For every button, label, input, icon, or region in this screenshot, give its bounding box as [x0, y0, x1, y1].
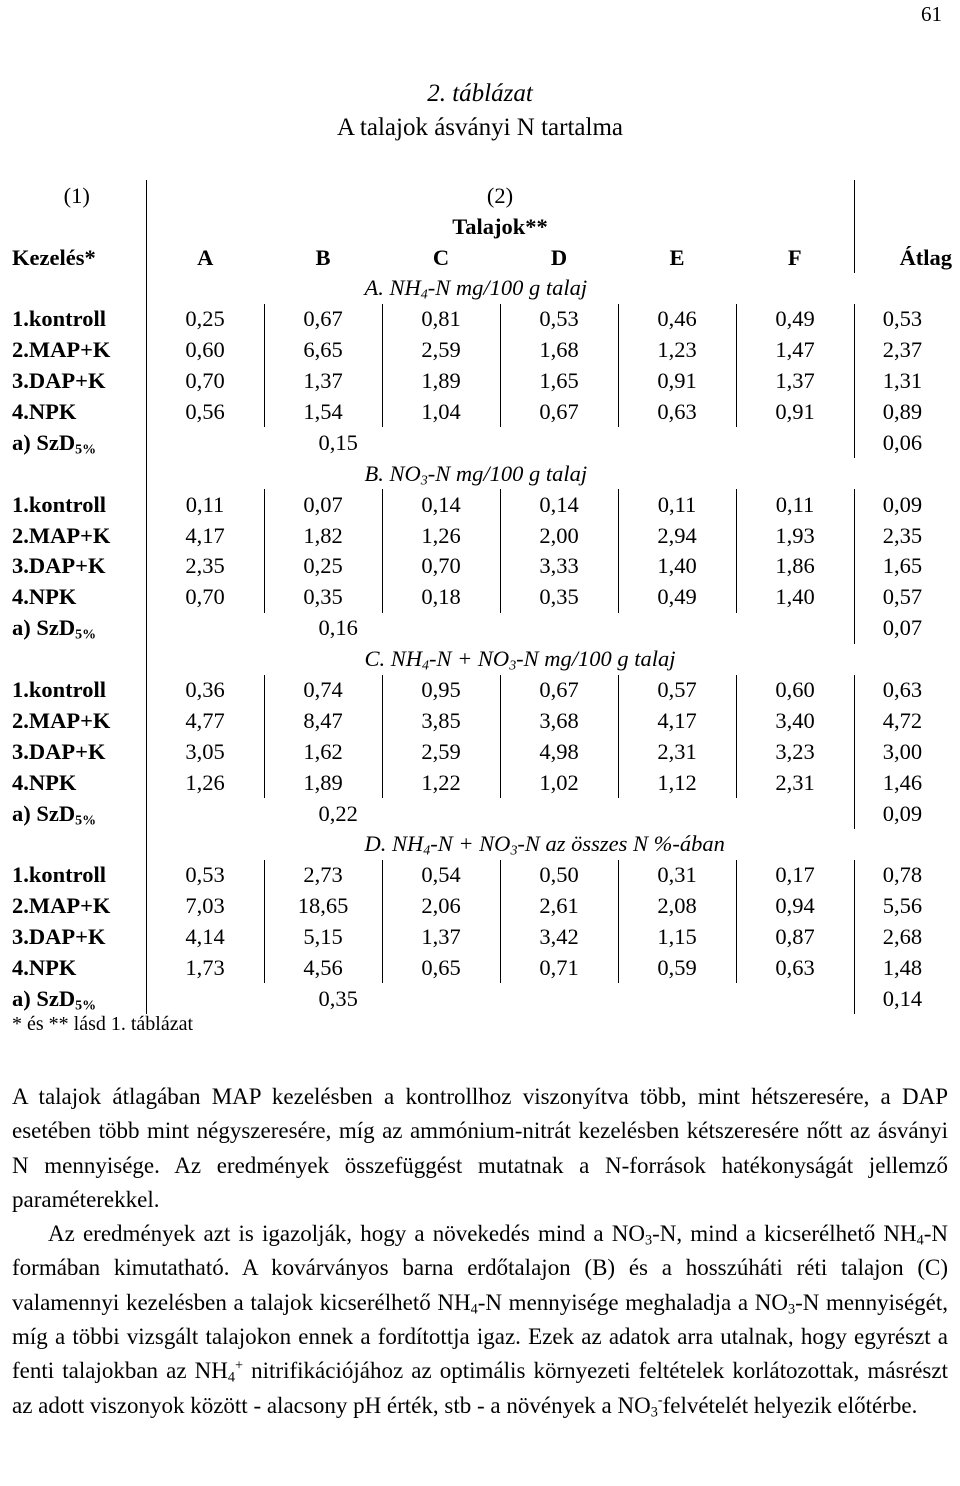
table-cell: 0,60 — [185, 337, 225, 363]
table-cell: 1,82 — [264, 520, 382, 551]
table-number: 2. táblázat — [427, 80, 533, 107]
table-cell: 1,22 — [382, 767, 500, 798]
szd-row — [8, 613, 954, 644]
table-cell: 4,56 — [264, 953, 382, 984]
table-cell: 2,31 — [736, 767, 854, 798]
row-label: 4.NPK — [8, 397, 146, 428]
row-label: 2.MAP+K — [8, 335, 146, 366]
average-cell: 5,56 — [882, 893, 923, 919]
table-cell: 1,37 — [736, 366, 854, 397]
table-cell: 2,08 — [618, 891, 736, 922]
table-row — [8, 335, 954, 366]
table-title: A talajok ásványi N tartalma — [336, 114, 624, 141]
table-row — [8, 953, 954, 984]
row-label: 1.kontroll — [8, 489, 146, 520]
table-cell: 0,07 — [264, 489, 382, 520]
row-label: 1.kontroll — [8, 675, 146, 706]
table-cell: 1,65 — [500, 366, 618, 397]
table-row — [8, 489, 954, 520]
table-cell: 3,33 — [500, 551, 618, 582]
table-cell: 0,49 — [736, 304, 854, 335]
average-cell: 1,46 — [882, 769, 923, 795]
table-cell: 3,68 — [500, 705, 618, 736]
table-cell: 0,36 — [185, 677, 225, 703]
table-cell: 0,11 — [618, 489, 736, 520]
soil-header: D — [550, 244, 568, 270]
szd-average: 0,09 — [882, 800, 923, 826]
soils-header: Talajok** — [146, 211, 854, 242]
table-cell: 1,37 — [382, 922, 500, 953]
section-title: A. $NH_4-N$ mg/100 g talaj — [364, 275, 588, 303]
table-cell: 0,70 — [382, 551, 500, 582]
szd-label: a) SzD$_{5\%}$ — [8, 613, 146, 644]
table-cell: 0,31 — [618, 860, 736, 891]
szd-row — [8, 427, 954, 458]
table-cell: 4,77 — [185, 707, 225, 733]
table-cell: 0,65 — [382, 953, 500, 984]
average-cell: 0,53 — [882, 306, 923, 332]
table-cell: 5,15 — [264, 922, 382, 953]
table-cell: 1,12 — [618, 767, 736, 798]
paragraph: A talajok átlagában MAP kezelésben a kontrollhoz viszonyítva több, mint hétszeresére, a DAP esetében több mint négyszeresére, míg az ammónium-nitrát kezelésben kétszeresére nőtt az ásványi N mennyisége. Az eredmények összefüggést mutatnak a N-források hatékonyságát jellemző paraméterekkel. — [12, 1084, 948, 1212]
table-cell: 1,89 — [264, 767, 382, 798]
table-cell: 1,26 — [382, 520, 500, 551]
row-label: 2.MAP+K — [8, 705, 146, 736]
table-cell: 0,50 — [500, 860, 618, 891]
table-cell: 0,14 — [382, 489, 500, 520]
table-cell: 1,54 — [264, 397, 382, 428]
szd-label: a) SzD$_{5\%}$ — [8, 983, 146, 1014]
table-cell: 1,26 — [185, 769, 225, 795]
table-cell: 0,67 — [500, 397, 618, 428]
table-cell: 2,31 — [618, 736, 736, 767]
table-cell: 0,67 — [500, 675, 618, 706]
table-cell: 0,74 — [264, 675, 382, 706]
szd-average: 0,14 — [882, 985, 923, 1011]
table-cell: 2,59 — [382, 736, 500, 767]
table-cell: 4,17 — [618, 705, 736, 736]
row-label: 2.MAP+K — [8, 891, 146, 922]
row-label: 4.NPK — [8, 953, 146, 984]
table-cell: 0,35 — [264, 582, 382, 613]
average-header: Átlag — [899, 244, 953, 270]
table-cell: 3,85 — [382, 705, 500, 736]
table-cell: 2,59 — [382, 335, 500, 366]
table-row — [8, 520, 954, 551]
average-cell: 0,57 — [882, 584, 923, 610]
row-label: 3.DAP+K — [8, 922, 146, 953]
table-cell: 0,56 — [185, 399, 225, 424]
table-cell: 1,23 — [618, 335, 736, 366]
table-cell: 0,63 — [736, 953, 854, 984]
table-cell: 0,71 — [500, 953, 618, 984]
szd-label: a) SzD$_{5\%}$ — [8, 798, 146, 829]
average-cell: 0,09 — [882, 491, 923, 517]
table-cell: 2,94 — [618, 520, 736, 551]
section-title: B. $NO_3-N$ mg/100 g talaj — [364, 460, 588, 489]
table-cell: 3,05 — [185, 738, 225, 764]
column-number-2: (2) — [146, 180, 854, 211]
soil-header: B — [315, 244, 331, 270]
table-cell: 1,37 — [264, 366, 382, 397]
row-label: 1.kontroll — [8, 860, 146, 891]
average-cell: 4,72 — [882, 707, 923, 733]
table-cell: 0,94 — [736, 891, 854, 922]
table-cell: 1,93 — [736, 520, 854, 551]
average-cell: 1,48 — [882, 955, 923, 981]
average-cell: 1,65 — [882, 553, 923, 579]
table-row — [8, 922, 954, 953]
table-cell: 3,40 — [736, 705, 854, 736]
table-cell: 4,14 — [185, 924, 225, 950]
table-cell: 3,23 — [736, 736, 854, 767]
table-cell: 0,67 — [264, 304, 382, 335]
paragraph: Az eredmények azt is igazolják, hogy a növekedés mind a $NO_3-N$, mind a kicserélhető $NH_4-N$ formában kimutatható. A kovárványos barna erdőtalajon (B) és a hosszúháti réti talajon (C) valamennyi kezelésben a talajok kicserélhető $NH_4-N$ mennyisége meghaladja a $NO_3-N$ mennyiségét, míg a többi vizsgált talajokon ennek a fordítottja igaz. Ezek az adatok arra utalnak, hogy egyrészt a fenti talajokban az $NH_4^+$ nitrifikációjához az optimális környezeti feltételek korlátozottak, másrészt az adott viszonyok között - alacsony pH érték, stb - a növények a $NO_3^-felvételét$ helyezik előtérbe. — [12, 1221, 949, 1421]
table-row — [8, 582, 954, 613]
table-cell: 0,46 — [618, 304, 736, 335]
table-cell: 0,14 — [500, 489, 618, 520]
table-row — [8, 860, 954, 891]
table-cell: 0,25 — [264, 551, 382, 582]
soil-header: F — [736, 242, 854, 273]
page-number: 61 — [921, 2, 942, 26]
row-label: 3.DAP+K — [8, 366, 146, 397]
table-cell: 0,25 — [185, 306, 225, 332]
soil-header: C — [432, 244, 450, 270]
table-cell: 0,91 — [736, 397, 854, 428]
mineral-n-table — [8, 180, 954, 1014]
table-cell: 0,63 — [618, 397, 736, 428]
table-row — [8, 705, 954, 736]
average-cell: 2,68 — [882, 924, 923, 950]
table-cell: 0,49 — [618, 582, 736, 613]
table-cell: 0,70 — [185, 584, 225, 610]
table-cell: 0,11 — [736, 489, 854, 520]
table-row — [8, 304, 954, 335]
table-cell: 8,47 — [264, 705, 382, 736]
table-cell: 0,70 — [185, 368, 225, 394]
table-cell: 0,57 — [618, 675, 736, 706]
table-cell: 2,61 — [500, 891, 618, 922]
average-cell: 2,35 — [882, 522, 923, 548]
table-cell: 1,04 — [382, 397, 500, 428]
row-label: 2.MAP+K — [8, 520, 146, 551]
szd-value: 0,15 — [146, 427, 854, 458]
table-cell: 0,11 — [185, 491, 225, 517]
table-cell: 0,81 — [382, 304, 500, 335]
table-cell: 2,00 — [500, 520, 618, 551]
table-cell: 0,53 — [185, 862, 225, 888]
row-label: 4.NPK — [8, 582, 146, 613]
section-title: C. $NH_4-N + NO_3-N$ mg/100 g talaj — [364, 646, 676, 674]
szd-value: 0,16 — [146, 613, 854, 644]
table-row — [8, 891, 954, 922]
table-footnote: * és ** lásd 1. táblázat — [12, 1013, 194, 1035]
table-cell: 0,17 — [736, 860, 854, 891]
row-label: 3.DAP+K — [8, 736, 146, 767]
table-cell: 0,18 — [382, 582, 500, 613]
table-row — [8, 675, 954, 706]
average-cell: 1,31 — [882, 368, 923, 394]
szd-label: a) SzD$_{5\%}$ — [8, 427, 146, 458]
column-number-1: (1) — [8, 180, 146, 211]
soil-header: A — [197, 244, 214, 270]
table-cell: 4,17 — [185, 522, 225, 548]
table-row — [8, 736, 954, 767]
table-cell: 18,65 — [264, 891, 382, 922]
table-cell: 0,35 — [500, 582, 618, 613]
table-cell: 1,62 — [264, 736, 382, 767]
table-cell: 1,02 — [500, 767, 618, 798]
table-cell: 0,59 — [618, 953, 736, 984]
table-row — [8, 767, 954, 798]
soil-header: E — [669, 244, 685, 270]
treatment-header: Kezelés* — [8, 242, 146, 273]
table-cell: 0,87 — [736, 922, 854, 953]
table-cell: 2,06 — [382, 891, 500, 922]
table-cell: 1,89 — [382, 366, 500, 397]
row-label: 4.NPK — [8, 767, 146, 798]
average-cell: 0,78 — [882, 862, 923, 888]
row-label: 3.DAP+K — [8, 551, 146, 582]
table-cell: 2,35 — [185, 553, 225, 579]
table-cell: 0,95 — [382, 675, 500, 706]
szd-value: 0,35 — [146, 983, 854, 1014]
table-row — [8, 397, 954, 428]
table-cell: 1,73 — [185, 955, 225, 981]
average-cell: 3,00 — [882, 738, 923, 764]
table-cell: 1,40 — [736, 582, 854, 613]
szd-row — [8, 798, 954, 829]
table-cell: 2,73 — [264, 860, 382, 891]
body-text — [12, 1080, 948, 1423]
table-cell: 0,54 — [382, 860, 500, 891]
table-row — [8, 551, 954, 582]
table-cell: 7,03 — [185, 893, 225, 919]
table-cell: 3,42 — [500, 922, 618, 953]
average-cell: 2,37 — [882, 337, 923, 363]
table-cell: 1,47 — [736, 335, 854, 366]
row-label: 1.kontroll — [8, 304, 146, 335]
table-cell: 0,91 — [618, 366, 736, 397]
section-title: D. $NH_4-N + NO_3-N$ az összes N %-ában — [364, 831, 725, 859]
table-cell: 1,40 — [618, 551, 736, 582]
table-cell: 0,53 — [500, 304, 618, 335]
table-cell: 0,60 — [736, 675, 854, 706]
table-cell: 1,68 — [500, 335, 618, 366]
average-cell: 0,89 — [882, 399, 923, 424]
table-cell: 6,65 — [264, 335, 382, 366]
szd-row — [8, 983, 954, 1014]
szd-average: 0,07 — [882, 615, 923, 641]
table-cell: 1,86 — [736, 551, 854, 582]
table-cell: 4,98 — [500, 736, 618, 767]
average-cell: 0,63 — [882, 677, 923, 703]
szd-value: 0,22 — [146, 798, 854, 829]
table-cell: 1,15 — [618, 922, 736, 953]
szd-average: 0,06 — [882, 429, 923, 455]
table-row — [8, 366, 954, 397]
